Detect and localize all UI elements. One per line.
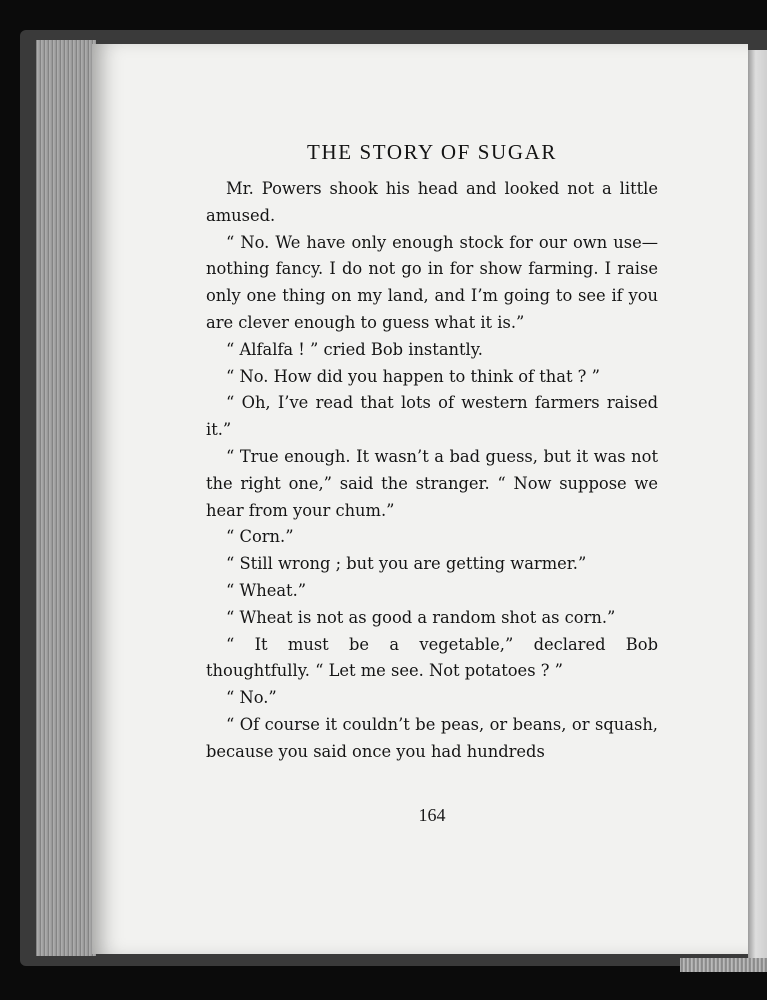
facing-page-edge [748,50,767,970]
paragraph: “ Alfalfa ! ” cried Bob instantly. [226,339,483,359]
paragraph: “ Corn.” [226,527,294,547]
paragraph: “ Of course it couldn’t be peas, or beans, or squash, because you said once you had hundreds [206,714,658,761]
paragraph: “ It must be a vegetable,” declared Bob thoughtfully. “ Let me see. Not potatoes ? ” [206,634,658,681]
paragraph: “ Still wrong ; but you are getting warmer.” [226,554,587,574]
page-edges [36,40,96,956]
body-text [206,176,658,766]
paragraph: “ True enough. It wasn’t a bad guess, but it was not the right one,” said the stranger. “ Now suppose we hear from your chum.” [206,446,658,520]
paragraph: “ Wheat.” [226,580,307,600]
paragraph: Mr. Powers shook his head and looked not a little amused. [206,179,658,225]
page-number: 164 [418,805,446,825]
paragraph: “ No. We have only enough stock for our own use—nothing fancy. I do not go in for show farming. I raise only one thing on my land, and I’m going to see if you are clever enough to guess what it is.” [206,232,658,332]
paragraph: “ Wheat is not as good a random shot as corn.” [226,607,616,627]
running-head: THE STORY OF SUGAR [307,140,557,164]
headband-strip [680,958,767,972]
paragraph: “ Oh, I’ve read that lots of western farmers raised it.” [206,393,658,440]
paragraph: “ No. How did you happen to think of that ? ” [226,366,600,386]
paragraph: “ No.” [226,688,277,708]
